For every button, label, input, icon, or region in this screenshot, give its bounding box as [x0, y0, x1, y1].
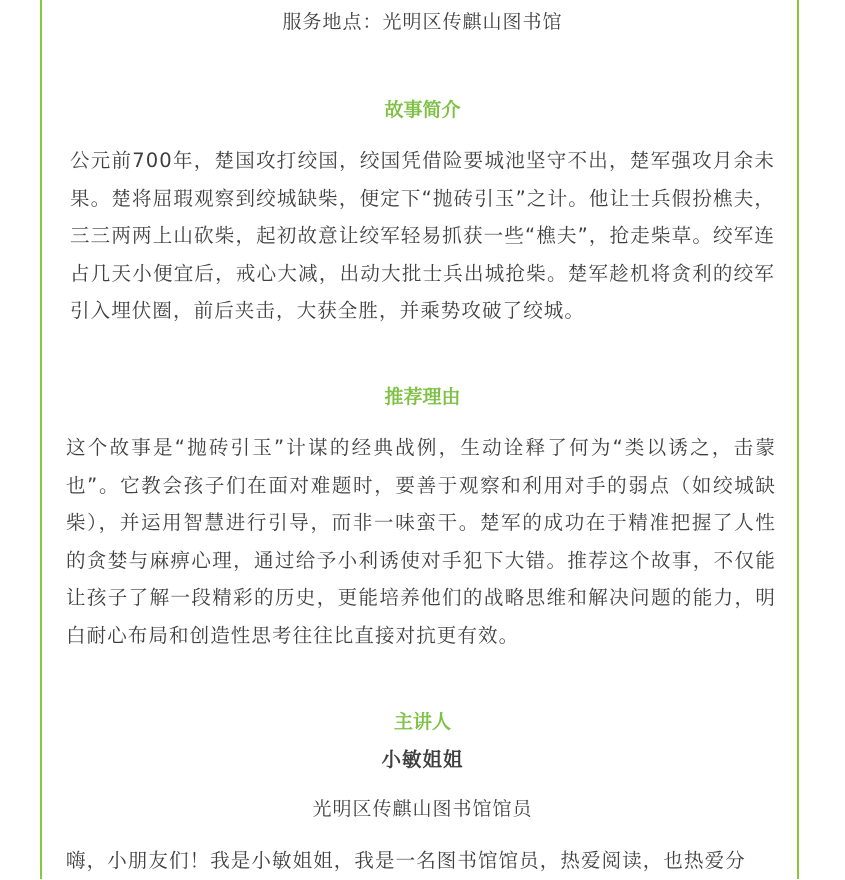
service-location: 服务地点：光明区传麒山图书馆 [282, 11, 563, 33]
speaker-intro: 嗨，小朋友们！我是小敏姐姐，我是一名图书馆馆员，热爱阅读，也热爱分 [66, 849, 746, 872]
reason-heading: 推荐理由 [384, 386, 461, 408]
reason-text: 这个故事是“抛砖引玉”计谋的经典战例，生动诠释了何为“类以诱之，击蒙也”。它教会孩子们在面对难题时，要善于观察和利用对手的弱点（如绞城缺柴），并运用智慧进行引导，而非一味蛮干。楚军的成功在于精准把握了人性的贪婪与麻痹心理，通过给予小利诱使对手犯下大错。推荐这个故事，不仅能让孩子了解一段精彩的历史，更能培养他们的战略思维和解决问题的能力，明白耐心布局和创造性思考往往比直接对抗更有效。 [66, 436, 776, 647]
speaker-heading: 主讲人 [393, 711, 451, 733]
speaker-name: 小敏姐姐 [381, 748, 464, 771]
story-text: 公元前700年，楚国攻打绞国，绞国凭借险要城池坚守不出，楚军强攻月余未果。楚将屈瑕观察到绞城缺柴，便定下“抛砖引玉”之计。他让士兵假扮樵夫，三三两两上山砍柴，起初故意让绞军轻易抓获一些“樵夫”，抢走柴草。绞军连占几天小便宜后，戒心大减，出动大批士兵出城抢柴。楚军趁机将贪利的绞军引入埋伏圈，前后夹击，大获全胜，并乘势攻破了绞城。 [70, 149, 775, 322]
speaker-title: 光明区传麒山图书馆馆员 [312, 798, 533, 820]
story-heading: 故事简介 [384, 99, 461, 121]
